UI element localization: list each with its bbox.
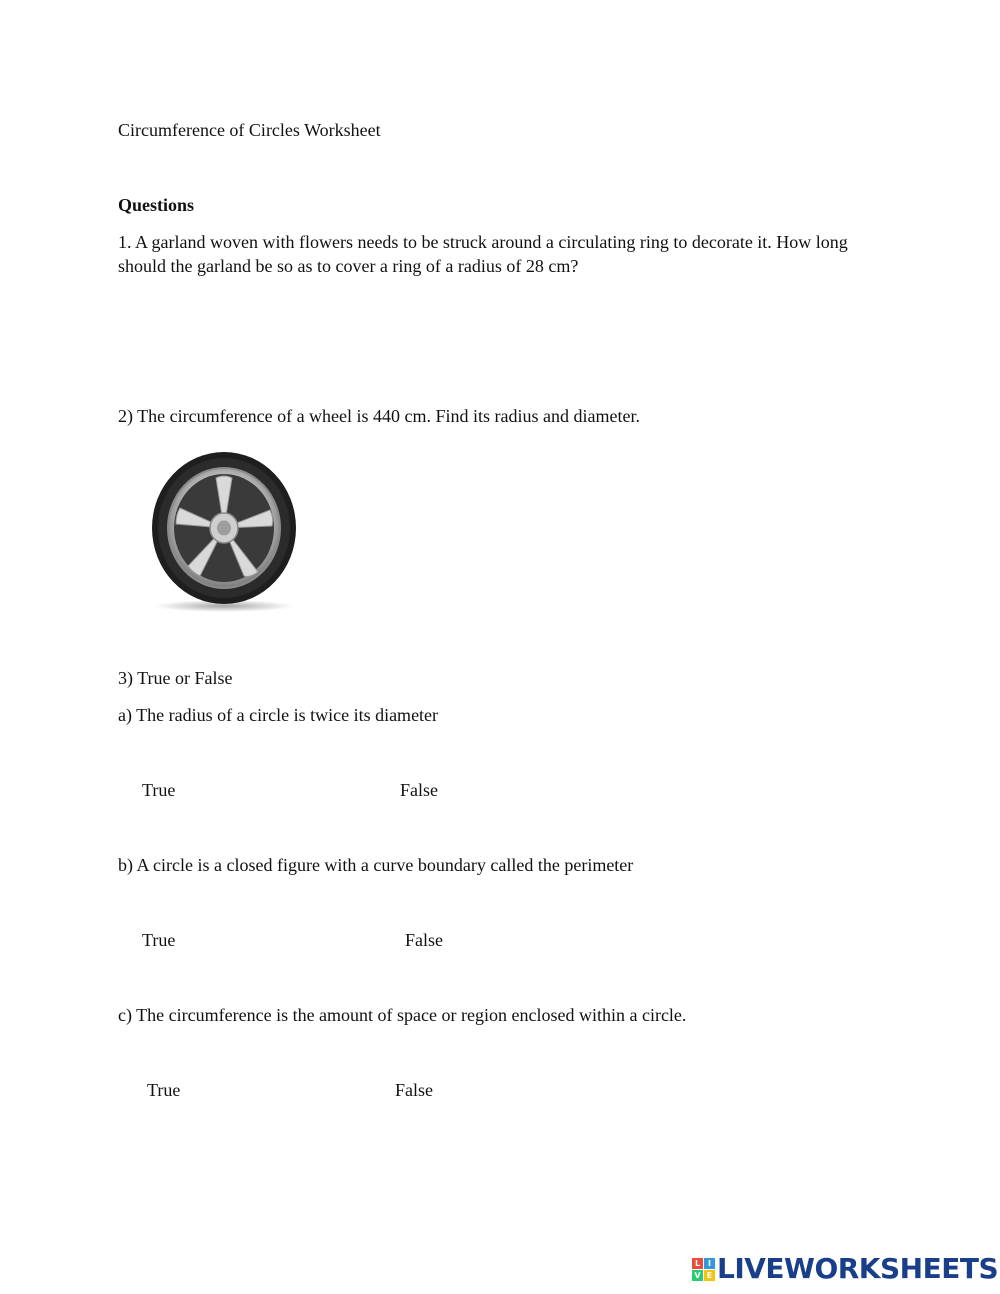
question-1: 1. A garland woven with flowers needs to be struck around a circulating ring to decorate it. How long should the garland be so as to cover a ring of a radius of 28 cm? [118, 232, 848, 276]
questions-heading: Questions [118, 195, 195, 215]
option-false-a[interactable]: False [400, 780, 438, 800]
logo-letter: V [692, 1270, 703, 1281]
option-false-b[interactable]: False [405, 930, 443, 950]
statement-a: a) The radius of a circle is twice its diameter [118, 705, 439, 725]
statement-b: b) A circle is a closed figure with a curve boundary called the perimeter [118, 855, 634, 875]
logo-letter: I [704, 1258, 715, 1269]
logo-text: LIVEWORKSHEETS [717, 1252, 999, 1285]
logo-mark-icon [692, 1258, 715, 1281]
worksheet-title: Circumference of Circles Worksheet [118, 120, 381, 140]
question-2: 2) The circumference of a wheel is 440 cm. Find its radius and diameter. [118, 406, 640, 426]
liveworksheets-logo [692, 1252, 998, 1286]
option-false-c[interactable]: False [395, 1080, 433, 1100]
statement-c: c) The circumference is the amount of space or region enclosed within a circle. [118, 1005, 687, 1025]
question-3: 3) True or False [118, 668, 233, 688]
option-true-c[interactable]: True [147, 1080, 181, 1100]
logo-letter: E [704, 1270, 715, 1281]
option-true-a[interactable]: True [142, 780, 176, 800]
logo-letter: L [692, 1258, 703, 1269]
car-wheel-icon [146, 448, 302, 616]
option-true-b[interactable]: True [142, 930, 176, 950]
